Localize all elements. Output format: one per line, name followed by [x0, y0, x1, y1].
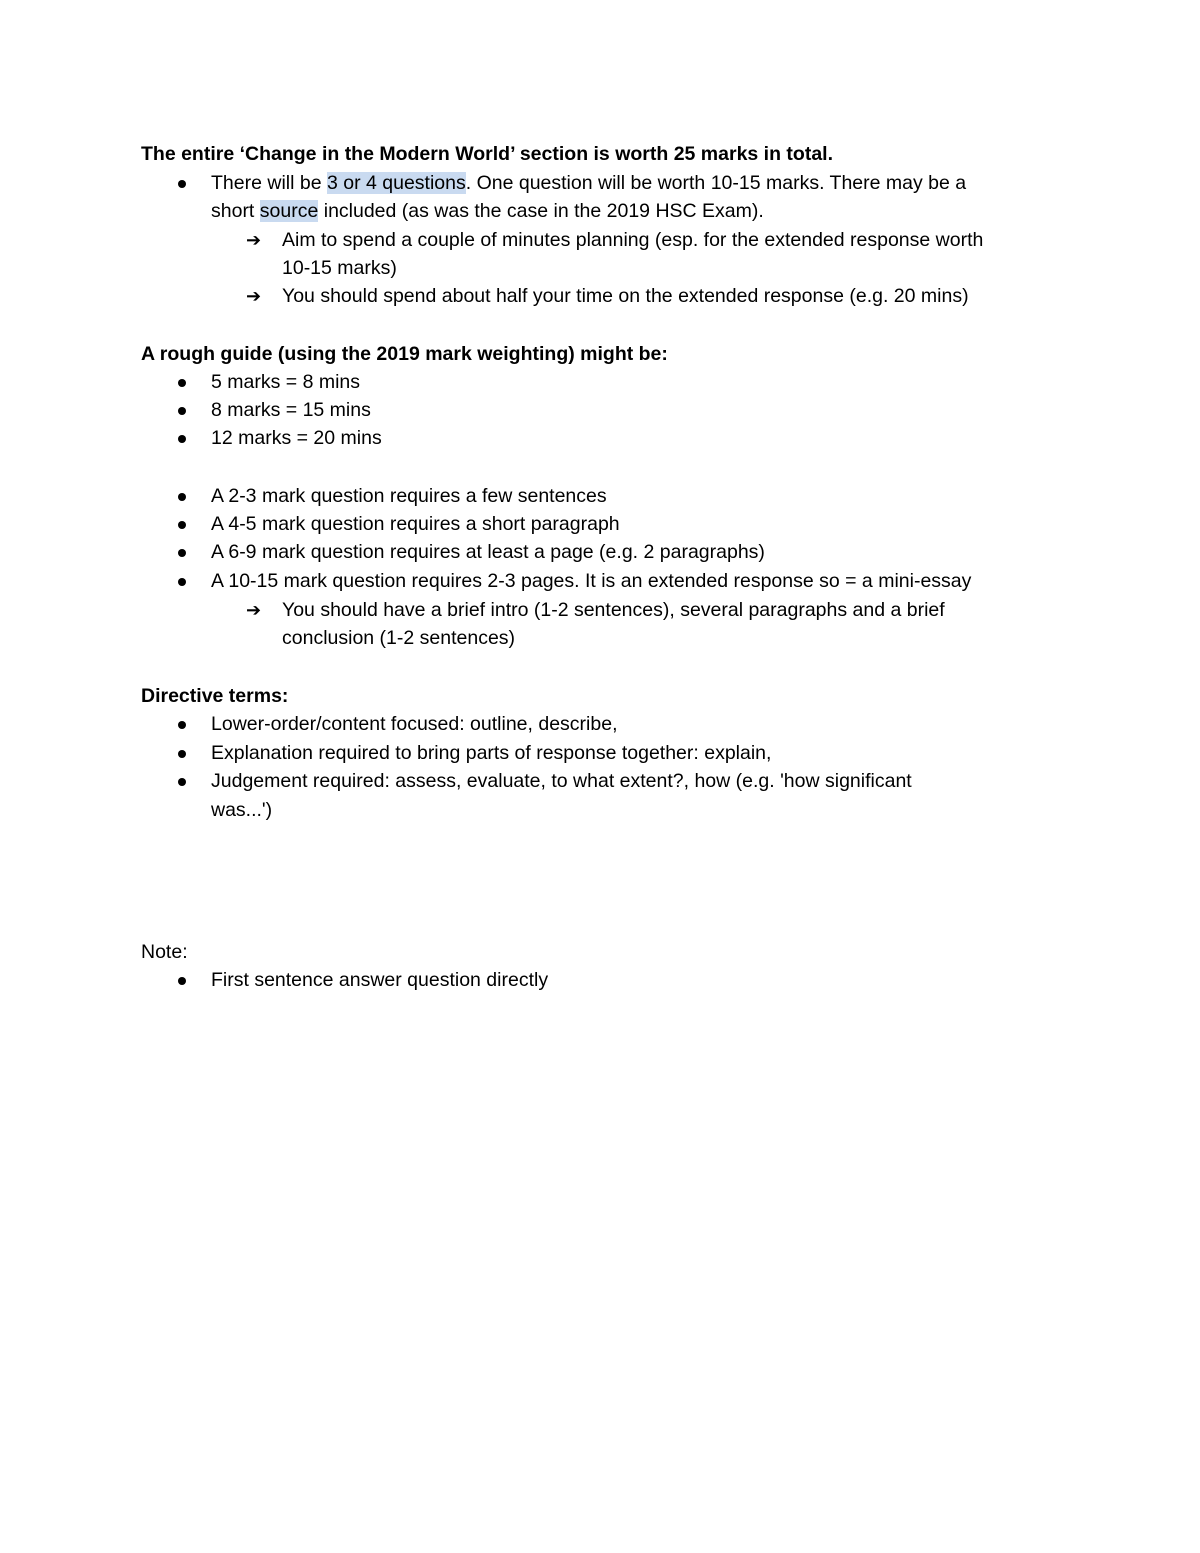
list-item: Lower-order/content focused: outline, describe, [211, 713, 618, 735]
arrow-bullet-icon: ➔ [246, 230, 262, 250]
note-label: Note: [141, 941, 188, 963]
arrow-bullet-icon: ➔ [246, 286, 262, 306]
sub-item-essay-structure: You should have a brief intro (1-2 sentences), several paragraphs and a brief [282, 599, 945, 621]
sub-item-essay-structure-continued: conclusion (1-2 sentences) [282, 627, 516, 649]
list-item: Explanation required to bring parts of response together: explain, [211, 742, 772, 764]
bullet-dot [178, 493, 186, 501]
bullet-dot [178, 977, 186, 985]
list-item: First sentence answer question directly [211, 969, 549, 991]
bullet-dot [178, 578, 186, 586]
text-fragment: included (as was the case in the 2019 HSC Exam). [318, 200, 764, 222]
highlighted-text: 3 or 4 questions [326, 172, 466, 194]
section-heading-rough-guide: A rough guide (using the 2019 mark weighting) might be: [141, 343, 668, 365]
sub-item-planning-continued: 10-15 marks) [282, 257, 397, 279]
bullet-dot [178, 721, 186, 729]
highlighted-text: source [259, 200, 319, 222]
section-heading-directive-terms: Directive terms: [141, 685, 289, 707]
text-fragment: . One question will be worth 10-15 marks. There may be a [465, 172, 967, 194]
list-item: A 2-3 mark question requires a few sentences [211, 485, 607, 507]
sub-item-planning: Aim to spend a couple of minutes planning (esp. for the extended response worth [282, 229, 984, 251]
list-item: 8 marks = 15 mins [211, 399, 371, 421]
list-item: A 6-9 mark question requires at least a page (e.g. 2 paragraphs) [211, 541, 765, 563]
list-item: Judgement required: assess, evaluate, to what extent?, how (e.g. 'how significant [211, 770, 912, 792]
bullet-dot [178, 407, 186, 415]
bullet-dot [178, 778, 186, 786]
text-fragment: There will be [211, 172, 327, 194]
sub-item-half-time: You should spend about half your time on the extended response (e.g. 20 mins) [282, 285, 969, 307]
section-heading-marks-total: The entire ‘Change in the Modern World’ section is worth 25 marks in total. [141, 143, 834, 165]
arrow-bullet-icon: ➔ [246, 600, 262, 620]
list-item: 12 marks = 20 mins [211, 427, 382, 449]
bullet-dot [178, 549, 186, 557]
bullet-dot [178, 180, 186, 188]
bullet-dot [178, 521, 186, 529]
bullet-dot [178, 379, 186, 387]
list-item: 5 marks = 8 mins [211, 371, 361, 393]
list-item: A 10-15 mark question requires 2-3 pages. It is an extended response so = a mini-essay [211, 570, 972, 592]
list-item-continued: was...') [211, 799, 273, 821]
bullet-dot [178, 750, 186, 758]
list-item-questions [211, 169, 966, 197]
bullet-dot [178, 435, 186, 443]
text-fragment: short [211, 200, 260, 222]
list-item: A 4-5 mark question requires a short paragraph [211, 513, 620, 535]
list-item-questions-continued [211, 197, 764, 225]
